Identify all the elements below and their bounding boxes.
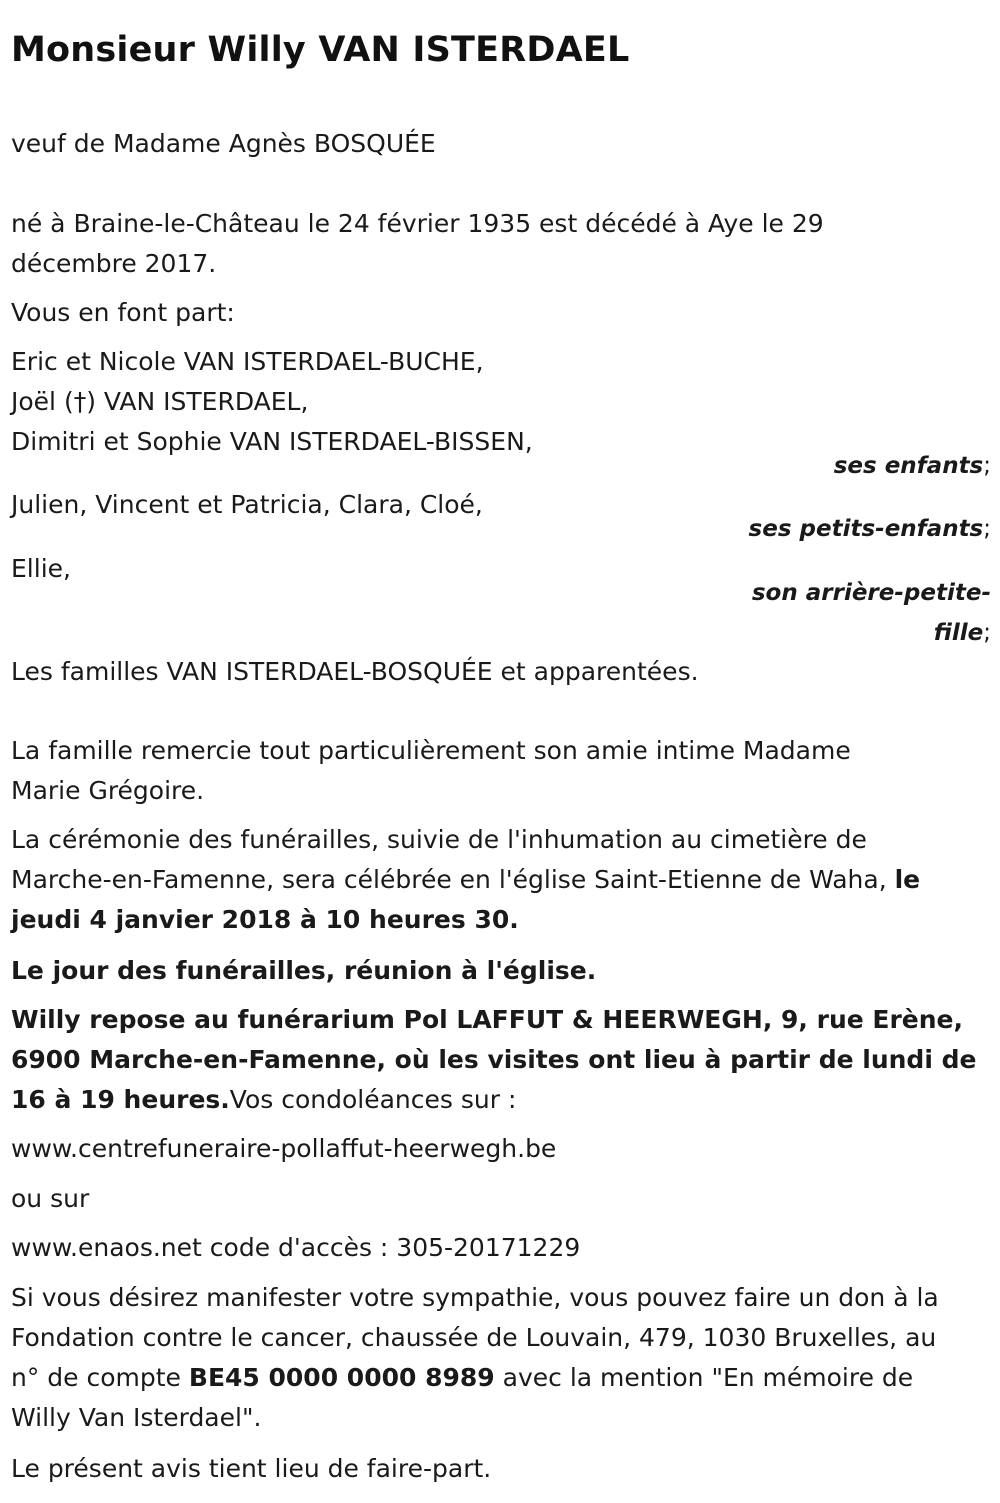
rest-text: Willy repose au funérarium Pol LAFFUT & HEERWEGH, 9, rue Erène, bbox=[11, 1005, 964, 1034]
child-entry: Eric et Nicole VAN ISTERDAEL-BUCHE, bbox=[11, 347, 484, 376]
rest-line-1 bbox=[11, 1000, 991, 1040]
role-text: fille bbox=[933, 620, 984, 646]
ceremony-line-2 bbox=[11, 860, 991, 900]
donation-line-1: Si vous désirez manifester votre sympathie, vous pouvez faire un don à la bbox=[11, 1283, 939, 1312]
website-link-2[interactable]: www.enaos.net code d'accès : 305-20171229 bbox=[11, 1233, 581, 1262]
great-grandchild-role-line-2 bbox=[934, 613, 991, 653]
widower-line: veuf de Madame Agnès BOSQUÉE bbox=[11, 129, 436, 158]
donation-text: n° de compte bbox=[11, 1363, 181, 1392]
families-line: Les familles VAN ISTERDAEL-BOSQUÉE et apparentées. bbox=[11, 657, 699, 686]
bank-account: BE45 0000 0000 8989 bbox=[188, 1363, 495, 1392]
ceremony-text: Marche-en-Famenne, sera célébrée en l'église Saint-Etienne de Waha, bbox=[11, 865, 887, 894]
rest-line-2 bbox=[11, 1040, 991, 1080]
role-separator: ; bbox=[983, 516, 991, 542]
role-separator: ; bbox=[983, 620, 991, 646]
donation-line-4: Willy Van Isterdael". bbox=[11, 1403, 262, 1432]
child-entry: Dimitri et Sophie VAN ISTERDAEL-BISSEN, bbox=[11, 427, 533, 456]
ceremony-line-1: La cérémonie des funérailles, suivie de l'inhumation au cimetière de bbox=[11, 825, 867, 854]
great-grandchild-line: Ellie, bbox=[11, 554, 71, 583]
condolences-label: Vos condoléances sur : bbox=[229, 1085, 517, 1114]
or-line: ou sur bbox=[11, 1184, 90, 1213]
grandchildren-role bbox=[749, 509, 991, 549]
child-entry: Joël (†) VAN ISTERDAEL, bbox=[11, 387, 309, 416]
donation-line-3 bbox=[11, 1358, 991, 1398]
ceremony-line-3 bbox=[11, 900, 991, 940]
children-role bbox=[834, 446, 991, 486]
role-text: ses petits-enfants bbox=[748, 516, 984, 542]
rest-text: 6900 Marche-en-Famenne, où les visites ont lieu à partir de lundi de bbox=[11, 1045, 977, 1074]
birth-death-line-2: décembre 2017. bbox=[11, 249, 217, 278]
rest-line-3 bbox=[11, 1080, 991, 1120]
page-title: Monsieur Willy VAN ISTERDAEL bbox=[11, 30, 630, 70]
donation-line-2: Fondation contre le cancer, chaussée de Louvain, 479, 1030 Bruxelles, au bbox=[11, 1323, 937, 1352]
ceremony-date: jeudi 4 janvier 2018 à 10 heures 30. bbox=[11, 905, 519, 934]
closing-line: Le présent avis tient lieu de faire-part. bbox=[11, 1454, 492, 1483]
visit-hours: 16 à 19 heures. bbox=[11, 1085, 230, 1114]
role-text: ses enfants bbox=[833, 453, 984, 479]
grandchildren-line: Julien, Vincent et Patricia, Clara, Cloé, bbox=[11, 490, 483, 519]
donation-text: avec la mention "En mémoire de bbox=[502, 1363, 914, 1392]
thanks-line-1: La famille remercie tout particulièrement son amie intime Madame bbox=[11, 736, 851, 765]
birth-death-line-1: né à Braine-le-Château le 24 février 1935 est décédé à Aye le 29 bbox=[11, 209, 824, 238]
role-separator: ; bbox=[983, 453, 991, 479]
meeting-text: Le jour des funérailles, réunion à l'église. bbox=[11, 956, 597, 985]
meeting-line bbox=[11, 951, 991, 991]
thanks-line-2: Marie Grégoire. bbox=[11, 776, 205, 805]
announce-line: Vous en font part: bbox=[11, 298, 235, 327]
website-link-1[interactable]: www.centrefuneraire-pollaffut-heerwegh.be bbox=[11, 1134, 557, 1163]
great-grandchild-role-line-1: son arrière-petite- bbox=[751, 580, 991, 606]
ceremony-date-start: le bbox=[894, 865, 921, 894]
